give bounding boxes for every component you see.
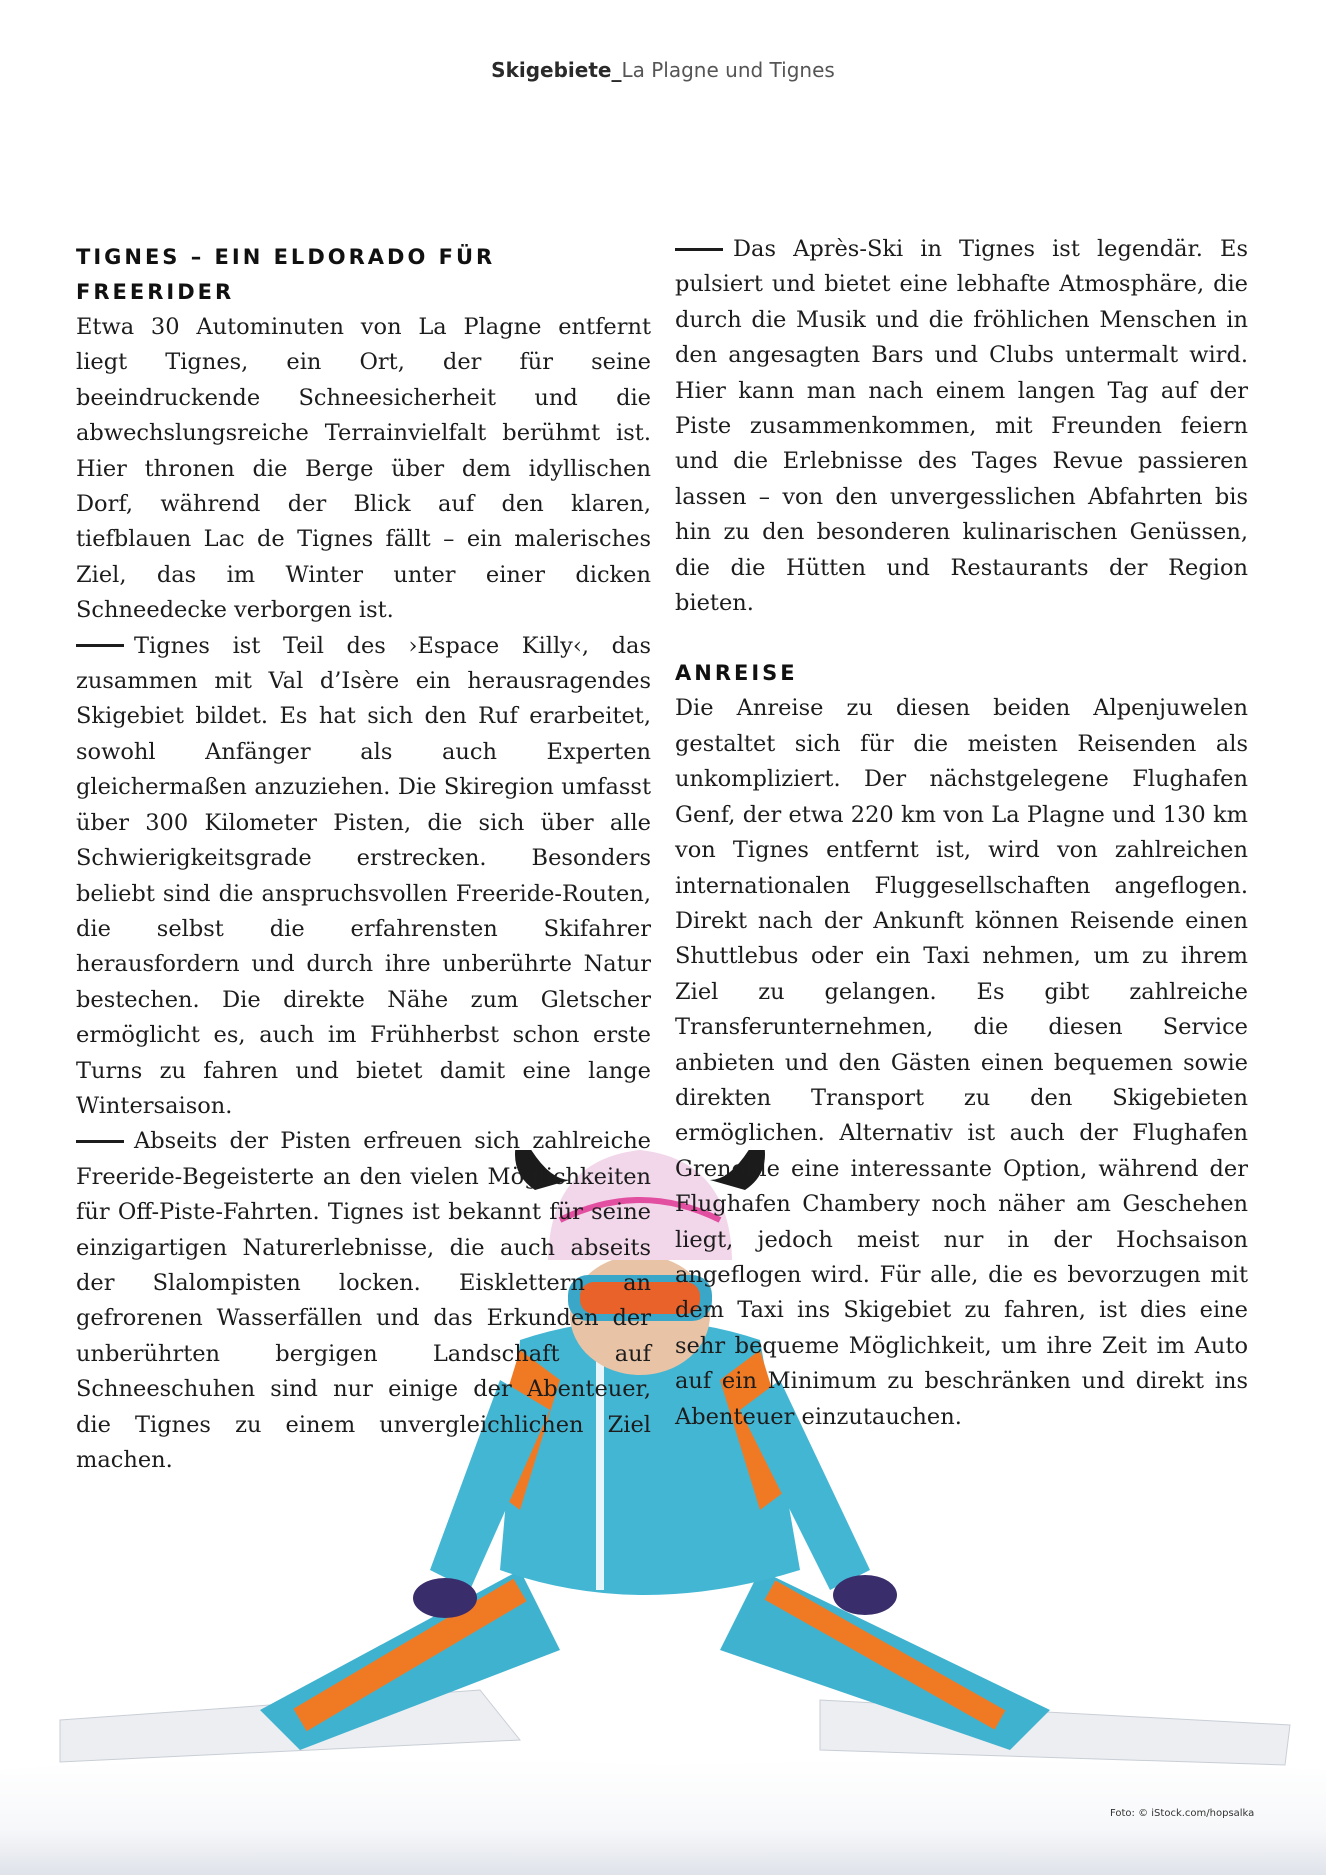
left-column [76,240,651,1478]
page-subtitle: La Plagne und Tignes [621,58,835,82]
em-rule [76,644,124,647]
paragraph-text: Abseits der Pisten erfreuen sich zahlreiche Freeride-Begeisterte an den vielen Möglichkeiten für Off-Piste-Fahrten. Tignes ist bekannt für seine einzigartigen Naturerlebnisse, die auch abseits der Slalompisten locken. Eisklettern an gefrorenen Wasserfällen und das Erkunden der unberührten bergigen Landschaft auf Schneeschuhen sind nur einige der Abenteuer, die Tignes zu einem unvergleichlichen Ziel machen. [76,1128,651,1473]
paragraph [675,232,1248,621]
photo-credit: Foto: © iStock.com/hopsalka [1110,1808,1255,1819]
em-rule [76,1140,124,1143]
paragraph: Die Anreise zu diesen beiden Alpenjuwelen gestaltet sich für die meisten Reisenden als unkompliziert. Der nächstgelegene Flughafen Genf, der etwa 220 km von La Plagne und 130 km von Tignes entfernt ist, wird von zahlreichen internationalen Fluggesellschaften angeflogen. Direkt nach der Ankunft können Reisende einen Shuttlebus oder ein Taxi nehmen, um zu ihrem Ziel zu gelangen. Es gibt zahlreiche Transferunternehmen, die diesen Service anbieten und den Gästen einen bequemen sowie direkten Transport zu den Skigebieten ermöglichen. Alternativ ist auch der Flughafen Grenoble eine interessante Option, während der Flughafen Chambery noch näher am Geschehen liegt, jedoch meist nur in der Hochsaison angeflogen wird. Für alle, die es bevorzugen mit dem Taxi ins Skigebiet zu fahren, ist dies eine sehr bequeme Möglichkeit, um ihre Zeit im Auto auf ein Minimum zu beschränken und direkt ins Abenteuer einzutauchen. [675,695,1248,1430]
section-heading-anreise: ANREISE [675,661,798,686]
paragraph-text: Das Après-Ski in Tignes ist legendär. Es pulsiert und bietet eine lebhafte Atmosphäre, die durch die Musik und die fröhlichen Menschen in den angesagten Bars und Clubs untermalt wird. Hier kann man nach einem langen Tag auf der Piste zusammenkommen, mit Freunden feiern und die Erlebnisse des Tages Revue passieren lassen – von den unvergesslichen Abfahrten bis hin zu den besonderen kulinarischen Genüssen, die die Hütten und Restaurants der Region bieten. [675,236,1248,617]
section-label: Skigebiete_ [491,58,622,82]
paragraph [76,1124,651,1478]
page-header [0,58,1326,82]
paragraph-text: Tignes ist Teil des ›Espace Killy‹, das zusammen mit Val d’Isère ein herausragendes Skigebiet bildet. Es hat sich den Ruf erarbeitet, sowohl Anfänger als auch Experten gleichermaßen anzuziehen. Die Skiregion umfasst über 300 Kilometer Pisten, die sich über alle Schwierigkeitsgrade erstrecken. Besonders beliebt sind die anspruchsvollen Freeride-Routen, die selbst die erfahrensten Skifahrer herausfordern und durch ihre unberührte Natur bestechen. Die direkte Nähe zum Gletscher ermöglicht es, auch im Frühherbst schon erste Turns zu fahren und bietet damit eine lange Wintersaison. [76,632,651,1119]
right-column [675,232,1248,1435]
paragraph: Etwa 30 Autominuten von La Plagne entfernt liegt Tignes, ein Ort, der für seine beeindruckende Schneesicherheit und die abwechslungsreiche Terrainvielfalt berühmt ist. Hier thronen die Berge über dem idyllischen Dorf, während der Blick auf den klaren, tiefblauen Lac de Tignes fällt – ein malerisches Ziel, das im Winter unter einer dicken Schneedecke verborgen ist. [76,314,651,624]
paragraph [76,629,651,1125]
section-heading-tignes: TIGNES – EIN ELDORADO FÜR FREERIDER [76,245,496,304]
em-rule [675,248,723,251]
